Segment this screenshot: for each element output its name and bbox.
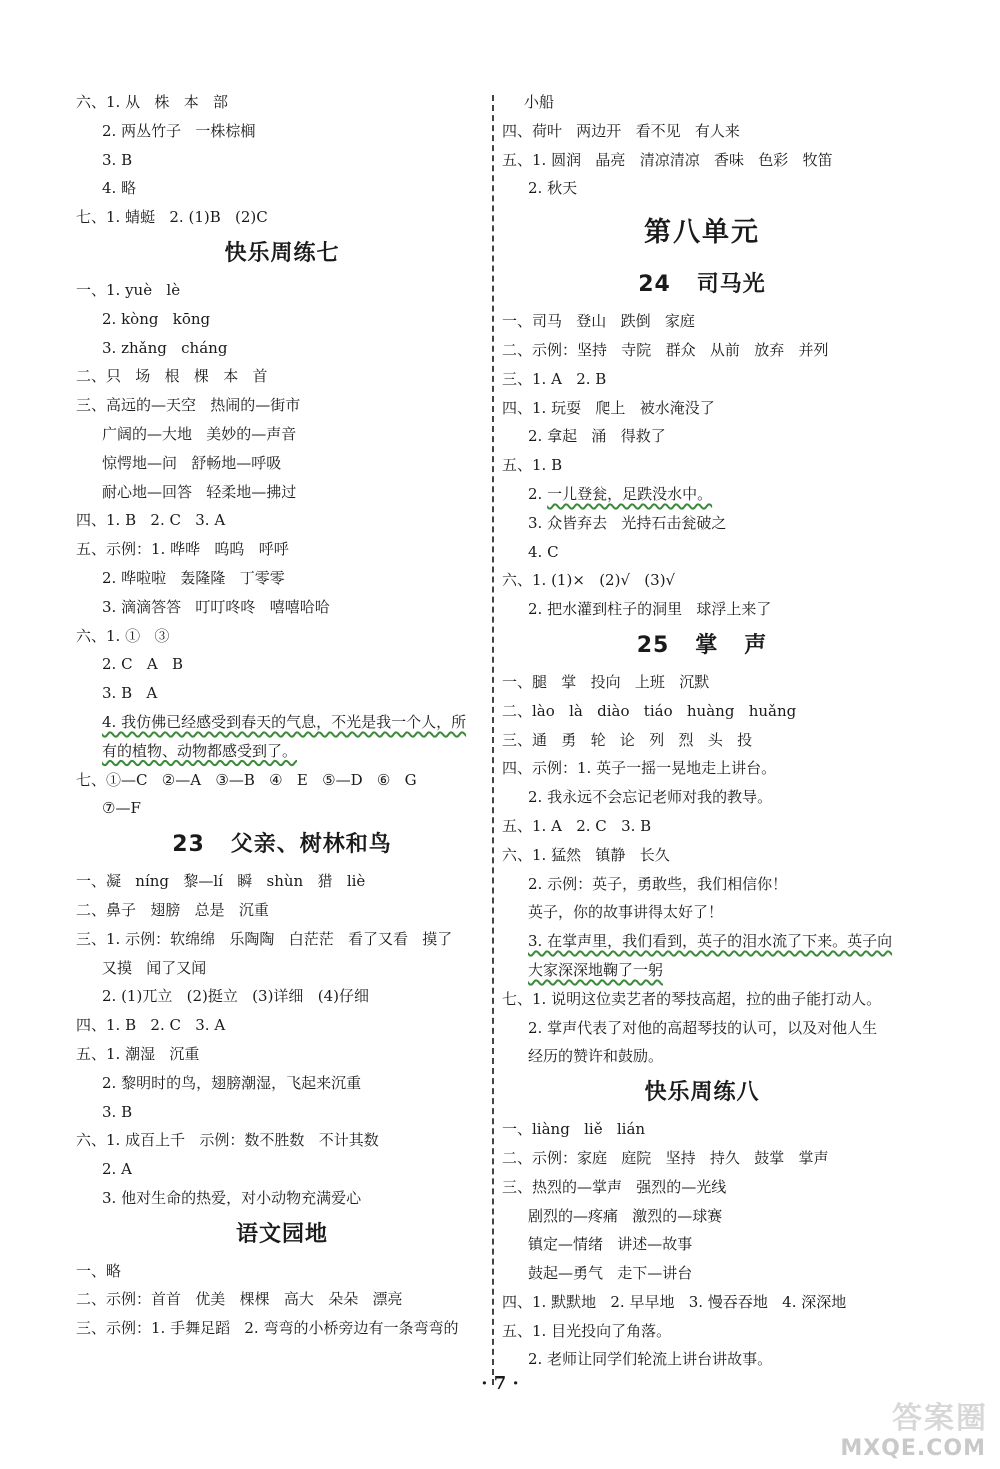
section-heading: 快乐周练七: [224, 240, 340, 266]
answer-line: 鼓起—勇气 走下—讲台: [528, 1264, 693, 1283]
section-heading: 23 父亲、树林和鸟: [172, 832, 392, 858]
answer-line: 三、热烈的—掌声 强烈的—光线: [502, 1177, 727, 1196]
answer-line: 2. 把水灌到柱子的洞里 球浮上来了: [528, 600, 772, 619]
answer-line: 英子，你的故事讲得太好了！: [528, 903, 724, 922]
answer-line: 四、荷叶 两边开 看不见 有人来: [502, 121, 740, 140]
answer-line: 二、示例：首首 优美 棵棵 高大 朵朵 漂亮: [76, 1290, 403, 1309]
answer-line: 一、liàng liě lián: [502, 1120, 646, 1139]
section-heading: 语文园地: [235, 1221, 328, 1247]
answer-line: 3. zhǎng cháng: [102, 338, 228, 357]
answer-line: ⑦—F: [102, 799, 141, 818]
answer-line: 一、司马 登山 跌倒 家庭: [502, 312, 695, 331]
answer-line: 2. 我永远不会忘记老师对我的教导。: [528, 788, 773, 807]
section-heading: 24 司马光: [638, 272, 766, 298]
answer-line: 2. C A B: [102, 655, 184, 674]
answer-line: 六、1. (1)× (2)√ (3)√: [502, 571, 676, 590]
answer-line: 3. B A: [102, 684, 158, 703]
answer-line: 3. B: [102, 150, 133, 169]
answer-line: 4. C: [528, 542, 559, 561]
answer-line: 七、1. 蜻蜓 2. (1)B (2)C: [76, 208, 268, 227]
watermark-logo-text: 答案圈: [892, 1401, 988, 1436]
unit-heading: 第八单元: [644, 217, 760, 249]
answer-line: 六、1. 成百上千 示例：数不胜数 不计其数: [76, 1131, 379, 1150]
underlined-text: 一儿登瓮，足跌没水中。: [547, 484, 713, 503]
answer-line: 2. 黎明时的鸟，翅膀潮湿，飞起来沉重: [102, 1073, 362, 1092]
answer-line: 二、鼻子 翅膀 总是 沉重: [76, 900, 269, 919]
page-number: · 7 ·: [481, 1373, 519, 1394]
answer-line: 五、1. A 2. C 3. B: [502, 816, 652, 835]
answer-line: 大家深深地鞠了一躬: [528, 960, 664, 979]
answer-line: 五、1. 潮湿 沉重: [76, 1044, 200, 1063]
answer-line: 六、1. ① ③: [76, 626, 170, 645]
answer-line: 2. 一儿登瓮，足跌没水中。: [528, 484, 713, 503]
answer-line: 2. 哗啦啦 轰隆隆 丁零零: [102, 568, 285, 587]
answer-line: 耐心地—回答 轻柔地—拂过: [102, 482, 297, 501]
answer-line: 四、1. 默默地 2. 早早地 3. 慢吞吞地 4. 深深地: [502, 1292, 847, 1311]
answer-line: 3. 在掌声里，我们看到，英子的泪水流了下来。英子向: [528, 932, 893, 951]
answer-line: 2. 两丛竹子 一株棕榈: [102, 121, 256, 140]
answer-line: 4. 我仿佛已经感受到春天的气息，不光是我一个人，所: [102, 712, 467, 731]
watermark-url: MXQE.COM: [840, 1436, 986, 1461]
section-heading: 25 掌 声: [636, 632, 768, 658]
answer-line: 七、①—C ②—A ③—B ④ E ⑤—D ⑥ G: [76, 770, 417, 789]
answer-line: 经历的赞许和鼓励。: [528, 1047, 664, 1066]
answer-line: 3. 众皆弃去 光持石击瓮破之: [528, 513, 727, 532]
answer-line: 二、示例：坚持 寺院 群众 从前 放弃 并列: [502, 340, 829, 359]
answer-line: 三、示例：1. 手舞足蹈 2. 弯弯的小桥旁边有一条弯弯的: [76, 1319, 459, 1338]
answer-line: 2. 拿起 涌 得救了: [528, 427, 666, 446]
section-heading: 快乐周练八: [644, 1080, 760, 1106]
watermark-logo: [822, 1393, 992, 1465]
answer-line: 惊愕地—问 舒畅地—呼吸: [102, 453, 282, 472]
answer-line: 又摸 闻了又闻: [102, 958, 207, 977]
answer-line: 剧烈的—疼痛 激烈的—球赛: [528, 1206, 723, 1225]
answer-line: 2. A: [102, 1160, 132, 1179]
answer-line: 五、1. 圆润 晶亮 清凉清凉 香味 色彩 牧笛: [502, 150, 833, 169]
answer-line: 一、略: [76, 1261, 122, 1280]
answer-line: 4. 略: [102, 179, 137, 198]
answer-line: 三、1. 示例：软绵绵 乐陶陶 白茫茫 看了又看 摸了: [76, 929, 453, 948]
answer-line: 一、腿 掌 投向 上班 沉默: [502, 672, 710, 691]
answer-line: 3. 滴滴答答 叮叮咚咚 嘻嘻哈哈: [102, 597, 330, 616]
answer-line: 五、示例：1. 哗哗 呜呜 呼呼: [76, 540, 289, 559]
answer-line: 2. 老师让同学们轮流上讲台讲故事。: [528, 1350, 773, 1369]
answer-line: 五、1. 目光投向了角落。: [502, 1321, 672, 1340]
answer-line: 四、1. B 2. C 3. A: [76, 1016, 226, 1035]
answer-line: 三、通 勇 轮 论 列 烈 头 投: [502, 730, 753, 749]
answer-line: 六、1. 猛然 镇静 长久: [502, 845, 670, 864]
answer-line: 广阔的—大地 美妙的—声音: [102, 424, 297, 443]
answer-line: 二、只 场 根 棵 本 首: [76, 367, 268, 386]
answer-line: 2. 秋天: [528, 179, 578, 198]
answer-line: 二、lào là diào tiáo huàng huǎng: [502, 701, 797, 720]
answer-line: 镇定—情绪 讲述—故事: [528, 1235, 693, 1254]
answer-line: 七、1. 说明这位卖艺者的琴技高超，拉的曲子能打动人。: [502, 989, 882, 1008]
answer-line: 五、1. B: [502, 456, 563, 475]
answer-line: 三、高远的—天空 热闹的—街市: [76, 396, 301, 415]
answer-line: 三、1. A 2. B: [502, 369, 607, 388]
right-column: [502, 88, 902, 1374]
answer-line: 四、1. B 2. C 3. A: [76, 511, 226, 530]
answer-line: 2. 示例：英子，勇敢些，我们相信你！: [528, 874, 788, 893]
answer-line: 一、凝 níng 黎—lí 瞬 shùn 猎 liè: [76, 872, 366, 891]
answer-line: 3. 他对生命的热爱，对小动物充满爱心: [102, 1188, 362, 1207]
column-divider: [492, 95, 494, 1385]
answer-line: 有的植物、动物都感受到了。: [102, 741, 298, 760]
answer-line: 一、1. yuè lè: [76, 280, 181, 299]
answer-line: 小船: [524, 93, 555, 111]
answer-line: 四、1. 玩耍 爬上 被水淹没了: [502, 398, 715, 417]
answer-line: 2. 掌声代表了对他的高超琴技的认可，以及对他人生: [528, 1018, 878, 1037]
answer-line: 六、1. 从 株 本 部: [76, 93, 228, 111]
answer-line: 2. (1)兀立 (2)挺立 (3)详细 (4)仔细: [102, 987, 369, 1006]
answer-line: 2. kòng kōng: [102, 309, 211, 328]
left-column: [76, 88, 488, 1343]
answer-line: 3. B: [102, 1102, 133, 1121]
answer-line: 四、示例：1. 英子一摇一晃地走上讲台。: [502, 759, 777, 778]
answer-line: 二、示例：家庭 庭院 坚持 持久 鼓掌 掌声: [502, 1148, 829, 1167]
